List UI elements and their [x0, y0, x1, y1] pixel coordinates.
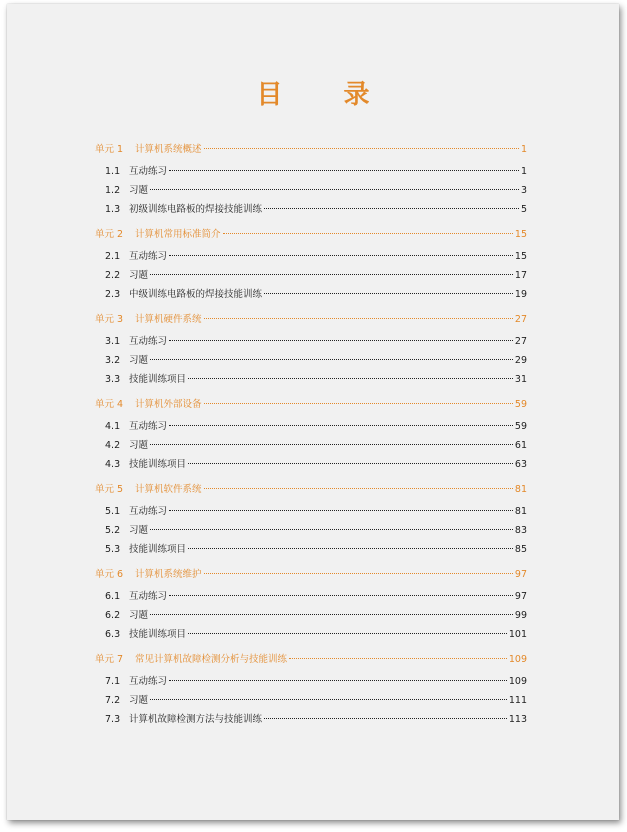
unit-number: 单元 2 [95, 229, 124, 240]
dot-leader [169, 340, 513, 341]
toc-unit-entry[interactable] [95, 395, 527, 415]
item-page-number: 29 [514, 355, 527, 366]
item-title: 中级训练电路板的焊接技能训练 [129, 289, 263, 300]
item-title: 计算机故障检测方法与技能训练 [129, 714, 263, 725]
unit-page-number: 81 [514, 484, 527, 495]
item-title: 习题 [129, 185, 149, 196]
unit-page-number: 59 [514, 399, 527, 410]
dot-leader [204, 318, 513, 319]
item-title: 互动练习 [129, 336, 168, 347]
item-number: 4.1 [105, 421, 121, 432]
toc-item-entry[interactable] [95, 502, 527, 521]
unit-title: 计算机系统概述 [135, 144, 202, 155]
unit-page-number: 15 [514, 229, 527, 240]
toc-item-entry[interactable] [95, 266, 527, 285]
toc-item-entry[interactable] [95, 247, 527, 266]
item-title: 互动练习 [129, 676, 168, 687]
unit-number: 单元 5 [95, 484, 124, 495]
item-title: 互动练习 [129, 166, 168, 177]
item-page-number: 109 [508, 676, 527, 687]
item-page-number: 99 [514, 610, 527, 621]
item-number: 3.2 [105, 355, 121, 366]
toc-item-entry[interactable] [95, 370, 527, 389]
toc-item-entry[interactable] [95, 200, 527, 219]
item-page-number: 85 [514, 544, 527, 555]
item-number: 5.3 [105, 544, 121, 555]
unit-title: 常见计算机故障检测分析与技能训练 [135, 654, 288, 665]
unit-number: 单元 7 [95, 654, 124, 665]
dot-leader [264, 293, 513, 294]
item-number: 5.2 [105, 525, 121, 536]
dot-leader [169, 680, 507, 681]
toc-unit-entry[interactable] [95, 310, 527, 330]
item-title: 互动练习 [129, 251, 168, 262]
unit-page-number: 27 [514, 314, 527, 325]
item-number: 1.2 [105, 185, 121, 196]
toc-unit-entry[interactable] [95, 225, 527, 245]
dot-leader [188, 378, 513, 379]
dot-leader [169, 425, 513, 426]
toc-item-entry[interactable] [95, 540, 527, 559]
dot-leader [204, 573, 513, 574]
item-page-number: 111 [508, 695, 527, 706]
toc-unit-entry[interactable] [95, 480, 527, 500]
item-title: 习题 [129, 695, 149, 706]
item-title: 技能训练项目 [129, 459, 187, 470]
toc-unit [95, 140, 527, 219]
item-number: 4.3 [105, 459, 121, 470]
item-page-number: 17 [514, 270, 527, 281]
item-page-number: 81 [514, 506, 527, 517]
item-number: 6.3 [105, 629, 121, 640]
item-title: 互动练习 [129, 591, 168, 602]
item-number: 5.1 [105, 506, 121, 517]
table-of-contents [95, 140, 527, 729]
item-number: 3.1 [105, 336, 121, 347]
item-page-number: 27 [514, 336, 527, 347]
toc-title: 目 录 [256, 80, 396, 110]
toc-unit [95, 565, 527, 644]
dot-leader [150, 274, 513, 275]
item-page-number: 3 [520, 185, 527, 196]
item-title: 互动练习 [129, 506, 168, 517]
item-page-number: 19 [514, 289, 527, 300]
toc-unit [95, 650, 527, 729]
toc-unit-entry[interactable] [95, 650, 527, 670]
unit-title: 计算机常用标准简介 [135, 229, 221, 240]
item-number: 7.3 [105, 714, 121, 725]
dot-leader [169, 510, 513, 511]
toc-item-entry[interactable] [95, 436, 527, 455]
unit-title: 计算机硬件系统 [135, 314, 202, 325]
toc-item-entry[interactable] [95, 625, 527, 644]
item-title: 技能训练项目 [129, 374, 187, 385]
toc-unit [95, 395, 527, 474]
unit-number: 单元 6 [95, 569, 124, 580]
item-number: 6.2 [105, 610, 121, 621]
dot-leader [169, 595, 513, 596]
item-page-number: 61 [514, 440, 527, 451]
toc-item-entry[interactable] [95, 351, 527, 370]
toc-unit [95, 310, 527, 389]
dot-leader [150, 359, 513, 360]
dot-leader [169, 170, 519, 171]
toc-item-entry[interactable] [95, 587, 527, 606]
item-page-number: 5 [520, 204, 527, 215]
toc-unit [95, 225, 527, 304]
unit-title: 计算机外部设备 [135, 399, 202, 410]
dot-leader [150, 189, 519, 190]
item-page-number: 59 [514, 421, 527, 432]
item-page-number: 101 [508, 629, 527, 640]
item-number: 3.3 [105, 374, 121, 385]
toc-item-entry[interactable] [95, 691, 527, 710]
dot-leader [289, 658, 507, 659]
dot-leader [150, 444, 513, 445]
item-number: 1.3 [105, 204, 121, 215]
unit-number: 单元 3 [95, 314, 124, 325]
item-title: 习题 [129, 610, 149, 621]
item-page-number: 97 [514, 591, 527, 602]
item-title: 习题 [129, 525, 149, 536]
item-number: 2.3 [105, 289, 121, 300]
dot-leader [188, 548, 513, 549]
toc-item-entry[interactable] [95, 285, 527, 304]
item-title: 初级训练电路板的焊接技能训练 [129, 204, 263, 215]
item-number: 4.2 [105, 440, 121, 451]
dot-leader [204, 403, 513, 404]
toc-item-entry[interactable] [95, 181, 527, 200]
toc-unit [95, 480, 527, 559]
item-title: 习题 [129, 355, 149, 366]
unit-number: 单元 4 [95, 399, 124, 410]
item-page-number: 83 [514, 525, 527, 536]
item-page-number: 63 [514, 459, 527, 470]
dot-leader [223, 233, 513, 234]
toc-item-entry[interactable] [95, 606, 527, 625]
item-number: 2.1 [105, 251, 121, 262]
unit-page-number: 97 [514, 569, 527, 580]
item-title: 技能训练项目 [129, 629, 187, 640]
item-page-number: 1 [520, 166, 527, 177]
dot-leader [204, 148, 519, 149]
document-page [7, 4, 619, 820]
unit-title: 计算机软件系统 [135, 484, 202, 495]
toc-item-entry[interactable] [95, 332, 527, 351]
item-number: 7.2 [105, 695, 121, 706]
dot-leader [169, 255, 513, 256]
toc-item-entry[interactable] [95, 455, 527, 474]
dot-leader [150, 614, 513, 615]
dot-leader [264, 208, 519, 209]
item-number: 7.1 [105, 676, 121, 687]
dot-leader [188, 463, 513, 464]
item-title: 习题 [129, 270, 149, 281]
dot-leader [188, 633, 507, 634]
item-page-number: 15 [514, 251, 527, 262]
toc-unit-entry[interactable] [95, 565, 527, 585]
item-title: 技能训练项目 [129, 544, 187, 555]
item-number: 1.1 [105, 166, 121, 177]
dot-leader [150, 529, 513, 530]
toc-unit-entry[interactable] [95, 140, 527, 160]
dot-leader [150, 699, 507, 700]
unit-page-number: 1 [520, 144, 527, 155]
toc-item-entry[interactable] [95, 417, 527, 436]
toc-item-entry[interactable] [95, 162, 527, 181]
toc-item-entry[interactable] [95, 710, 527, 729]
dot-leader [264, 718, 507, 719]
item-number: 2.2 [105, 270, 121, 281]
toc-item-entry[interactable] [95, 521, 527, 540]
item-page-number: 31 [514, 374, 527, 385]
item-number: 6.1 [105, 591, 121, 602]
dot-leader [204, 488, 513, 489]
item-title: 互动练习 [129, 421, 168, 432]
toc-item-entry[interactable] [95, 672, 527, 691]
unit-page-number: 109 [508, 654, 527, 665]
unit-title: 计算机系统维护 [135, 569, 202, 580]
unit-number: 单元 1 [95, 144, 124, 155]
item-page-number: 113 [508, 714, 527, 725]
item-title: 习题 [129, 440, 149, 451]
